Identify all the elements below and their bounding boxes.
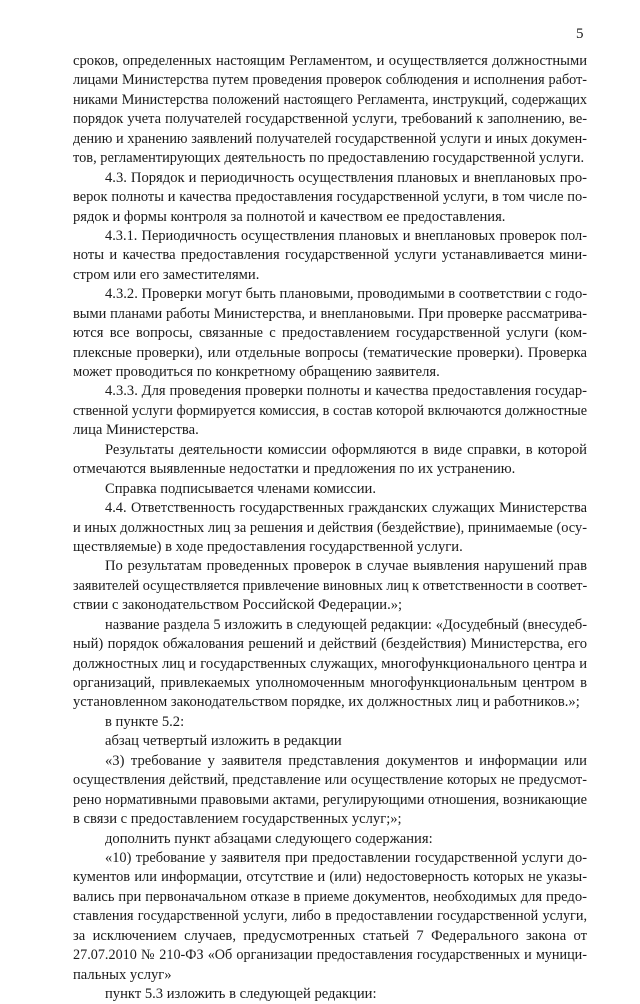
text-line: дению и хранению заявлений получателей государственной услуги и иных докумен- — [73, 130, 587, 147]
text-line: Справка подписывается членами комиссии. — [105, 480, 376, 497]
text-line: «3) требование у заявителя представления документов и информации или — [105, 752, 587, 769]
text-line: 4.4. Ответственность государственных гражданских служащих Министерства — [105, 500, 587, 517]
text-line: может проводиться по конкретному обращению заявителя. — [73, 364, 440, 380]
text-line: лицами Министерства путем проведения проверок соблюдения и исполнения работ- — [73, 72, 587, 89]
text-line: в пункте 5.2: — [105, 713, 185, 730]
text-line: кументов или информации, отсутствие и (или) недостоверность которых не указы- — [73, 869, 587, 886]
text-line: абзац четвертый изложить в редакции — [105, 733, 342, 750]
text-line: никами Министерства положений настоящего Регламента, инструкций, содержащих — [73, 91, 587, 108]
text-line: стром или его заместителями. — [73, 266, 260, 283]
document-body — [73, 52, 587, 1004]
text-line: лица Министерства. — [73, 422, 199, 439]
text-line: установленном законодательством порядке, их должностных лиц и работников.»; — [73, 694, 580, 711]
text-line: 4.3. Порядок и периодичность осуществления плановых и внеплановых про- — [105, 169, 587, 186]
text-line: ный) порядок обжалования решений и действий (бездействия) Министерства, его — [73, 636, 587, 653]
text-line: выми планами работы Министерства, и внеплановыми. При проверке рассматрива- — [73, 305, 587, 322]
text-line: Результаты деятельности комиссии оформляются в виде справки, в которой — [105, 441, 587, 458]
text-line: название раздела 5 изложить в следующей редакции: «Досудебный (внесудеб- — [105, 616, 587, 633]
text-line: ются все вопросы, связанные с предоставлением государственной услуги (ком- — [73, 325, 587, 342]
text-line: плексные проверки), или отдельные вопросы (тематические проверки). Проверка — [73, 344, 587, 361]
text-line: 4.3.2. Проверки могут быть плановыми, проводимыми в соответствии с годо- — [105, 286, 588, 303]
text-line: заявителей осуществляется привлечение виновных лиц к ответственности в соответ- — [73, 577, 588, 594]
text-line: пункт 5.3 изложить в следующей редакции: — [105, 986, 377, 1002]
text-line: организаций, привлекаемых уполномоченным многофункциональным центром в — [73, 675, 587, 691]
text-line: должностных лиц и государственных служащих, многофункционального центра и — [73, 655, 587, 672]
text-line: сроков, определенных настоящим Регламентом, и осуществляется должностными — [73, 53, 587, 69]
text-line: порядок учета получателей государственной услуги, требований к заполнению, ве- — [73, 111, 587, 128]
text-line: отмечаются выявленные недостатки и предложения по их устранению. — [73, 461, 516, 478]
text-line: 4.3.1. Периодичность осуществления плановых и внеплановых проверок пол- — [105, 227, 587, 244]
page-number: 5 — [576, 26, 584, 42]
text-line: ставления государственной услуги, либо в предоставлении государственной услуги, — [73, 908, 587, 925]
text-line: верок полноты и качества предоставления государственной услуги, в том числе по- — [73, 189, 587, 206]
text-line: ществляемые) в ходе предоставления государственной услуги. — [73, 538, 463, 555]
text-line: «10) требование у заявителя при предоставлении государственной услуги до- — [105, 849, 587, 866]
text-line: за исключением случаев, предусмотренных статьей 7 Федерального закона от — [73, 927, 587, 944]
text-line: ственной услуги формируется комиссия, в состав которой включаются должностные — [73, 402, 587, 419]
text-line: По результатам проведенных проверок в случае выявления нарушений прав — [105, 558, 587, 575]
text-line: осуществления действий, представление или осуществление которых не предусмот- — [73, 772, 587, 789]
text-line: в связи с предоставлением государственных услуг;»; — [73, 811, 402, 828]
text-line: 4.3.3. Для проведения проверки полноты и качества предоставления государ- — [105, 383, 587, 400]
text-line: дополнить пункт абзацами следующего содержания: — [105, 830, 433, 847]
text-line: тов, регламентирующих деятельность по предоставлению государственной услуги. — [73, 150, 585, 167]
text-line: ствии с законодательством Российской Федерации.»; — [73, 597, 403, 614]
text-line: вались при первоначальном отказе в приеме документов, необходимых для предо- — [73, 888, 587, 905]
text-line: рядок и формы контроля за полнотой и качеством ее предоставления. — [73, 208, 506, 225]
text-line: ноты и качества предоставления государственной услуги устанавливается мини- — [73, 247, 587, 264]
text-line: и иных должностных лиц за решения и действия (бездействие), принимаемые (осу- — [73, 519, 587, 536]
text-line: рено нормативными правовыми актами, регулирующими отношения, возникающие — [73, 791, 587, 808]
text-line: 27.07.2010 № 210-ФЗ «Об организации предоставления государственных и муници- — [73, 947, 587, 964]
text-line: пальных услуг» — [73, 966, 172, 983]
